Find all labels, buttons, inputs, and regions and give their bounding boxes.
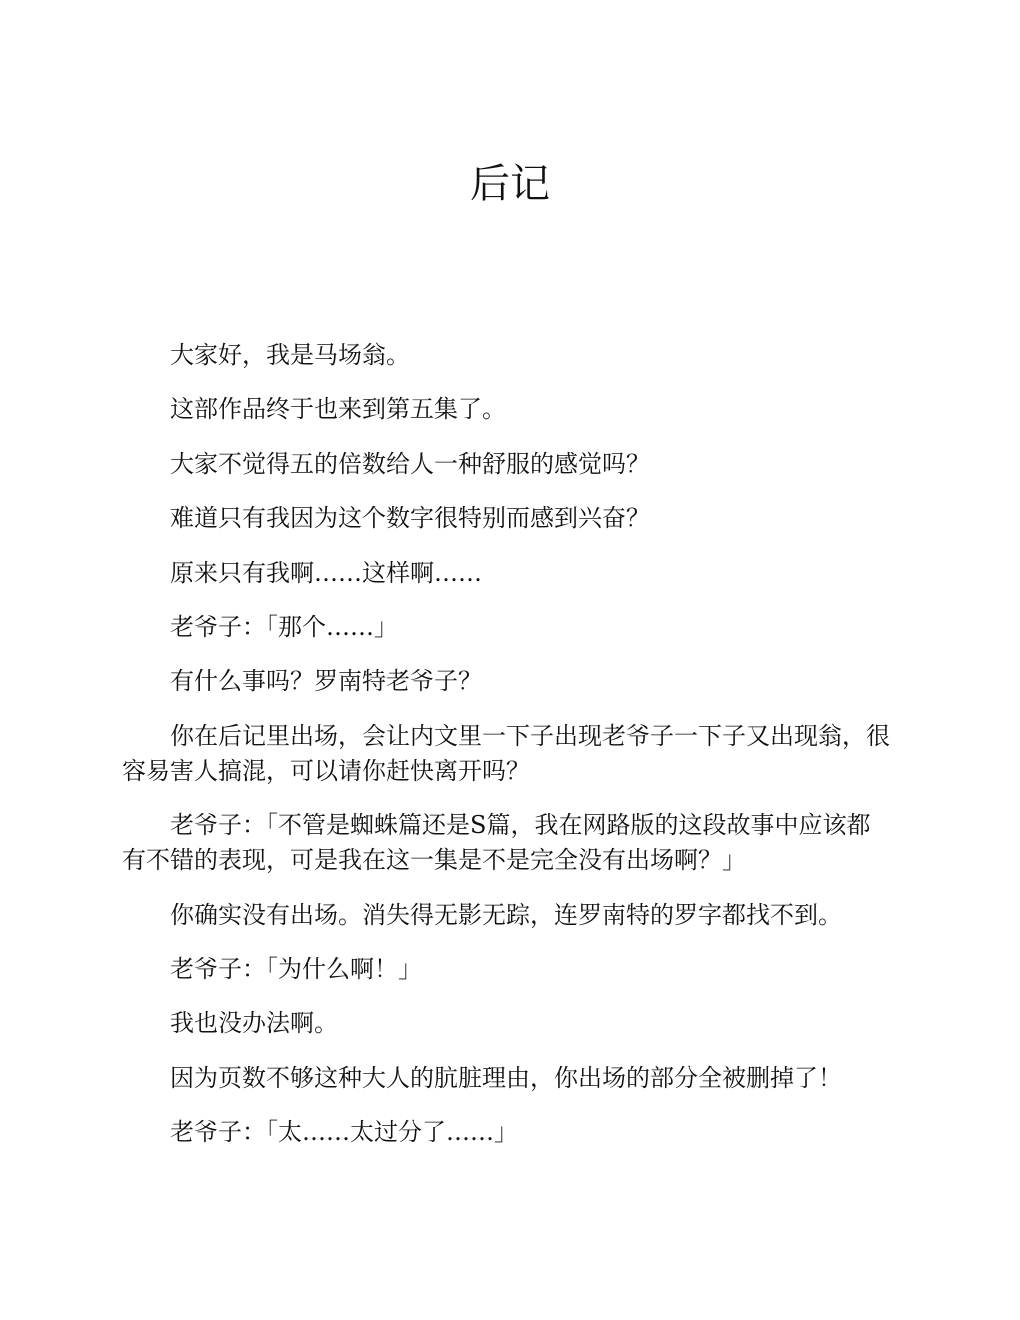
paragraph: 老爷子：「为什么啊！」 (170, 954, 422, 983)
paragraph: 老爷子：「那个……」 (170, 612, 398, 641)
paragraph: 原来只有我啊……这样啊…… (170, 558, 482, 587)
paragraph: 你在后记里出场，会让内文里一下子出现老爷子一下子又出现翁，很容易害人搞混，可以请你赶快离开吗？ (122, 721, 890, 785)
page-title: 后记 (470, 161, 550, 207)
paragraph: 我也没办法啊。 (170, 1009, 338, 1038)
paragraph: 有什么事吗？罗南特老爷子？ (170, 667, 482, 696)
body-text (122, 338, 892, 1169)
paragraph: 大家不觉得五的倍数给人一种舒服的感觉吗？ (170, 449, 650, 478)
paragraph: 难道只有我因为这个数字很特别而感到兴奋？ (170, 504, 650, 533)
paragraph: 老爷子：「太……太过分了……」 (170, 1118, 518, 1147)
paragraph: 老爷子：「不管是蜘蛛篇还是S篇，我在网路版的这段故事中应该都有不错的表现，可是我在这一集是不是完全没有出场啊？」 (122, 811, 871, 875)
paragraph: 这部作品终于也来到第五集了。 (170, 395, 506, 424)
paragraph: 你确实没有出场。消失得无影无踪，连罗南特的罗字都找不到。 (170, 900, 842, 929)
paragraph: 大家好，我是马场翁。 (170, 341, 410, 369)
paragraph: 因为页数不够这种大人的肮脏理由，你出场的部分全被删掉了！ (170, 1063, 842, 1092)
